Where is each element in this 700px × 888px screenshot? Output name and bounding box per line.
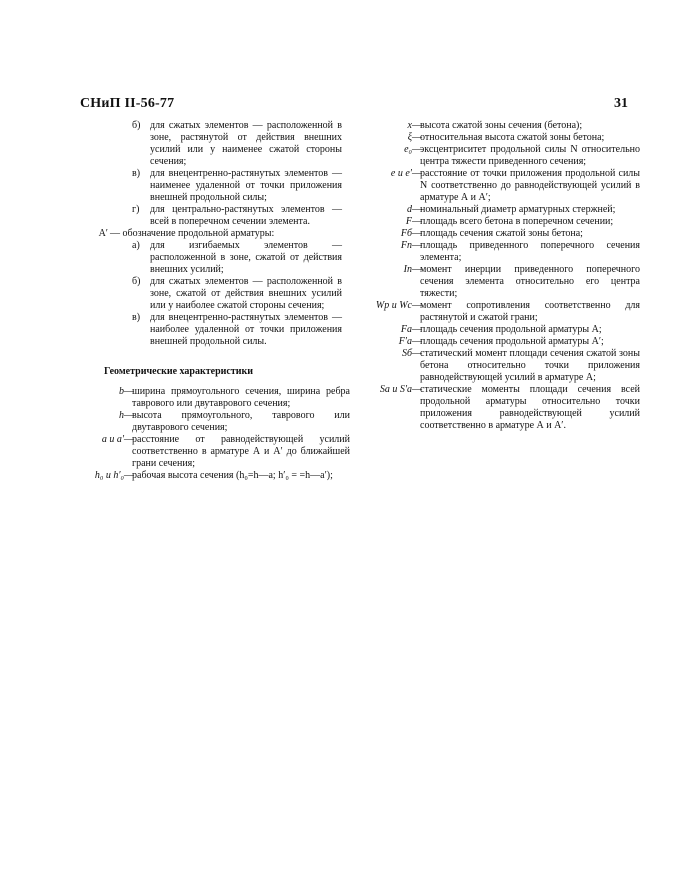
symbol: Wр и Wс [375, 300, 412, 311]
dash: — [412, 384, 422, 395]
list-item [132, 168, 342, 204]
list-item [132, 120, 342, 168]
section-title: Геометрические характеристики [104, 366, 254, 377]
definition-item [354, 324, 640, 336]
list-text: для внецентренно-растянутых элементов — наиболее удаленной от точки приложения внешней продольной силы. [150, 312, 342, 347]
definition-text: площадь приведенного поперечного сечения элемента; [420, 240, 640, 263]
right-column [354, 120, 640, 432]
dash: — [412, 324, 422, 335]
dash: — [412, 132, 422, 143]
aprime-symbol: A′ [98, 228, 108, 239]
symbol: e и e′ [390, 168, 412, 179]
list-marker: б) [132, 120, 141, 131]
definition-text: площадь сечения продольной арматуры А; [420, 324, 602, 335]
definition-text: номинальный диаметр арматурных стержней; [420, 204, 616, 215]
dash: — [412, 168, 422, 179]
list-item [132, 312, 342, 348]
dash: — [412, 144, 422, 155]
dash: — [412, 228, 422, 239]
list-a-continued [132, 120, 342, 228]
symbol: Iп [403, 264, 412, 275]
list-marker: а) [132, 240, 140, 251]
definition-text: рабочая высота сечения (h₀=h—a; h′₀ = =h—a′); [132, 470, 333, 481]
definition-item [80, 386, 350, 410]
aprime-definition [80, 228, 350, 240]
dash: — [412, 204, 422, 215]
definition-text: относительная высота сжатой зоны бетона; [420, 132, 605, 143]
dash: — [412, 336, 422, 347]
definition-item [354, 336, 640, 348]
definition-text: статические моменты площади сечения всей продольной арматуры относительно точки приложения равнодействующей усилий соответственно в арматуре А и А′. [420, 384, 640, 431]
symbol: F [405, 216, 412, 227]
symbol: d [407, 204, 412, 215]
definition-item [354, 144, 640, 168]
symbol: Fа [400, 324, 412, 335]
definition-item [354, 264, 640, 300]
definition-text: расстояние от точки приложения продольной силы N соответственно до равнодействующей усилий в арматуре А и А′; [420, 168, 640, 203]
symbol: a и a′ [101, 434, 124, 445]
symbol: b [119, 386, 124, 397]
definition-item [354, 348, 640, 384]
left-column [80, 120, 350, 482]
definition-item [80, 470, 350, 482]
list-item [132, 240, 342, 276]
list-text: для сжатых элементов — расположенной в зоне, растянутой от действия внешних усилий или у наименее сжатой стороны сечения; [150, 120, 342, 167]
symbol: Fп [400, 240, 412, 251]
list-text: для изгибаемых элементов — расположенной в зоне, сжатой от действия внешних усилий; [150, 240, 342, 275]
definition-text: площадь сечения сжатой зоны бетона; [420, 228, 583, 239]
dash: — [124, 410, 134, 421]
definition-text: высота сжатой зоны сечения (бетона); [420, 120, 583, 131]
symbol: Sб [401, 348, 412, 359]
definition-text: высота прямоугольного, таврового или двутаврового сечения; [132, 410, 350, 433]
geometry-definitions [80, 386, 350, 482]
symbol: ξ [407, 132, 412, 143]
definition-item [354, 240, 640, 264]
definition-text: момент инерции приведенного поперечного сечения элемента относительно его центра тяжести; [420, 264, 640, 299]
definition-text: ширина прямоугольного сечения, ширина ребра таврового или двутаврового сечения; [132, 386, 350, 409]
document-code: СНиП II-56-77 [80, 96, 175, 111]
definition-text: эксцентриситет продольной силы N относительно центра тяжести приведенного сечения; [420, 144, 640, 167]
dash: — [412, 216, 422, 227]
definition-item [354, 384, 640, 432]
aprime-text: — обозначение продольной арматуры: [110, 228, 275, 239]
list-item [132, 204, 342, 228]
dash: — [412, 300, 422, 311]
list-text: для внецентренно-растянутых элементов — наименее удаленной от точки приложения внешней продольной силы; [150, 168, 342, 203]
dash: — [412, 264, 422, 275]
page-header [0, 0, 700, 120]
list-marker: в) [132, 312, 141, 323]
dash: — [412, 348, 422, 359]
definition-item [354, 228, 640, 240]
list-marker: б) [132, 276, 141, 287]
dash: — [124, 434, 134, 445]
page-number: 31 [614, 96, 628, 111]
definition-text: статический момент площади сечения сжатой зоны бетона относительно точки приложения равнодействующей усилий в арматуре А; [420, 348, 640, 383]
list-item [132, 276, 342, 312]
symbol: F′а [398, 336, 412, 347]
definition-item [80, 410, 350, 434]
definition-text: площадь всего бетона в поперечном сечении; [420, 216, 614, 227]
dash: — [412, 120, 422, 131]
definition-text: площадь сечения продольной арматуры А′; [420, 336, 604, 347]
dash: — [412, 240, 422, 251]
definition-text: момент сопротивления соответственно для растянутой и сжатой грани; [420, 300, 640, 323]
symbol: h₀ и h′₀ [94, 470, 124, 481]
definition-item [354, 300, 640, 324]
definition-item [354, 204, 640, 216]
definition-item [354, 168, 640, 204]
symbol: x [407, 120, 412, 131]
symbol: e₀ [404, 144, 412, 155]
list-text: для сжатых элементов — расположенной в зоне, сжатой от действия внешних усилий или у наиболее сжатой стороны сечения; [150, 276, 342, 311]
dash: — [124, 386, 134, 397]
symbol: Sа и S′а [379, 384, 412, 395]
definition-item [354, 216, 640, 228]
definition-text: расстояние от равнодействующей усилий соответственно в арматуре А и А′ до ближайшей грани сечения; [132, 434, 350, 469]
definition-item [80, 434, 350, 470]
symbol: Fб [400, 228, 412, 239]
list-aprime [132, 240, 342, 348]
list-marker: г) [132, 204, 140, 215]
symbol: h [119, 410, 124, 421]
dash: — [124, 470, 134, 481]
definition-item [354, 132, 640, 144]
list-marker: в) [132, 168, 141, 179]
list-text: для центрально-растянутых элементов — всей в поперечном сечении элемента. [150, 204, 342, 227]
definition-item [354, 120, 640, 132]
